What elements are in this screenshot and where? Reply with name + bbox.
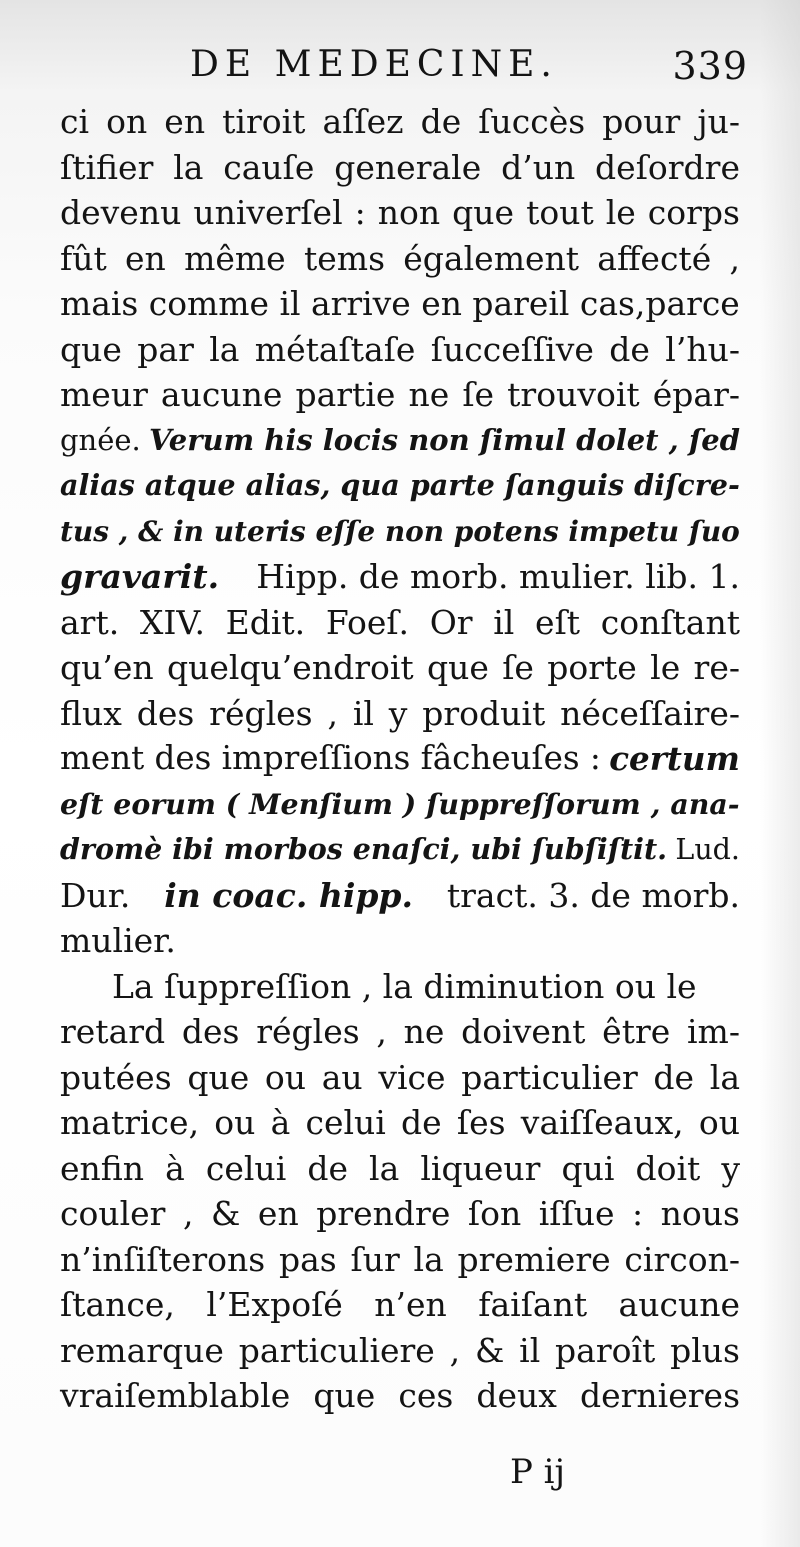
text-run: couler , & en prendre ſon iſſue : nous	[60, 1194, 740, 1233]
text-run: remarque particuliere , & il paroît plus	[60, 1330, 740, 1370]
text-run: retard des régles , ne doivent être im-	[60, 1012, 740, 1051]
text-run: fût en même tems également affecté ,	[60, 238, 740, 278]
italic-quotation: dromè ibi morbos enaſci, ubi ſubſiſtit.	[60, 832, 668, 866]
text-line	[60, 827, 740, 873]
text-line	[60, 281, 740, 327]
text-line	[60, 645, 740, 691]
text-run: vraiſemblable que ces deux dernieres	[60, 1376, 740, 1415]
text-line	[60, 918, 740, 964]
text-run: ci on en tiroit aſſez de ſuccès pour ju-	[60, 102, 740, 141]
text-line	[60, 1100, 740, 1146]
text-line	[60, 99, 740, 145]
text-line	[60, 236, 740, 282]
text-line	[60, 1373, 740, 1419]
text-run: n’inſiſterons pas ſur la premiere circon-	[60, 1239, 740, 1279]
italic-quotation: tus , & in uteris eſſe non potens impetu ſuo	[60, 514, 740, 548]
text-line	[60, 509, 740, 555]
text-run: mulier.	[60, 921, 176, 960]
text-line	[60, 554, 740, 600]
text-run: gnée.	[60, 422, 141, 457]
text-line	[60, 190, 740, 236]
text-run: que par la métaſtaſe ſucceſſive de l’hu-	[60, 329, 740, 369]
text-run: mais comme il arrive en pareil cas,parce	[60, 284, 740, 323]
text-line	[60, 600, 740, 646]
text-line	[60, 873, 740, 919]
text-line	[60, 736, 740, 782]
text-run: putées que ou au vice particulier de la	[60, 1057, 740, 1097]
text-run: ſtance, l’Expoſé n’en faiſant aucune	[60, 1285, 740, 1324]
italic-quotation: alias atque alias, qua parte ſanguis diſcre-	[60, 468, 740, 502]
text-line	[60, 691, 740, 737]
page-edge-shadow	[760, 0, 800, 1547]
text-run: La ſuppreſſion , la diminution ou le	[112, 966, 697, 1006]
text-run: flux des régles , il y produit néceſſaire-	[60, 693, 740, 733]
text-run: Dur.	[60, 875, 131, 915]
text-run: Lud.	[675, 833, 740, 866]
text-run: devenu univerſel : non que tout le corps	[60, 193, 740, 232]
text-line	[60, 1009, 740, 1055]
signature-mark: P ij	[510, 1452, 566, 1492]
text-line	[60, 964, 740, 1010]
italic-quotation: eſt eorum ( Menſium ) ſuppreſſorum , ana-	[60, 786, 740, 821]
text-run: enfin à celui de la liqueur qui doit y	[60, 1148, 740, 1188]
text-line	[60, 782, 740, 828]
text-line	[60, 1282, 740, 1328]
italic-quotation: certum	[609, 739, 740, 778]
text-run: ſtifier la cauſe generale d’un deſordre	[60, 147, 740, 187]
text-run: art. XIV. Edit. Foeſ. Or il eſt conſtant	[60, 602, 740, 642]
text-line	[60, 1191, 740, 1237]
text-line	[60, 327, 740, 373]
text-run: tract. 3. de morb.	[446, 875, 740, 915]
italic-quotation: Verum his locis non ſimul dolet , ſed	[148, 422, 740, 457]
text-run: ment des impreſſions fâcheuſes :	[60, 739, 601, 777]
text-line	[60, 1055, 740, 1101]
running-head	[60, 44, 750, 92]
text-line	[60, 463, 740, 509]
text-line	[60, 418, 740, 464]
page-number: 339	[672, 44, 748, 88]
text-line	[60, 145, 740, 191]
body-text	[60, 99, 740, 1419]
text-line	[60, 1328, 740, 1374]
italic-quotation: gravarit.	[60, 557, 220, 596]
text-run: Hipp. de morb. mulier. lib. 1.	[256, 557, 740, 596]
text-line	[60, 372, 740, 418]
text-run: matrice, ou à celui de ſes vaiſſeaux, ou	[60, 1103, 740, 1142]
running-head-title: DE MEDECINE.	[190, 44, 558, 85]
text-run: qu’en quelqu’endroit que ſe porte le re-	[60, 648, 740, 687]
text-line	[60, 1237, 740, 1283]
text-run: meur aucune partie ne ſe trouvoit épar-	[60, 375, 740, 414]
text-line	[60, 1146, 740, 1192]
italic-quotation: in coac. hipp.	[164, 875, 413, 915]
